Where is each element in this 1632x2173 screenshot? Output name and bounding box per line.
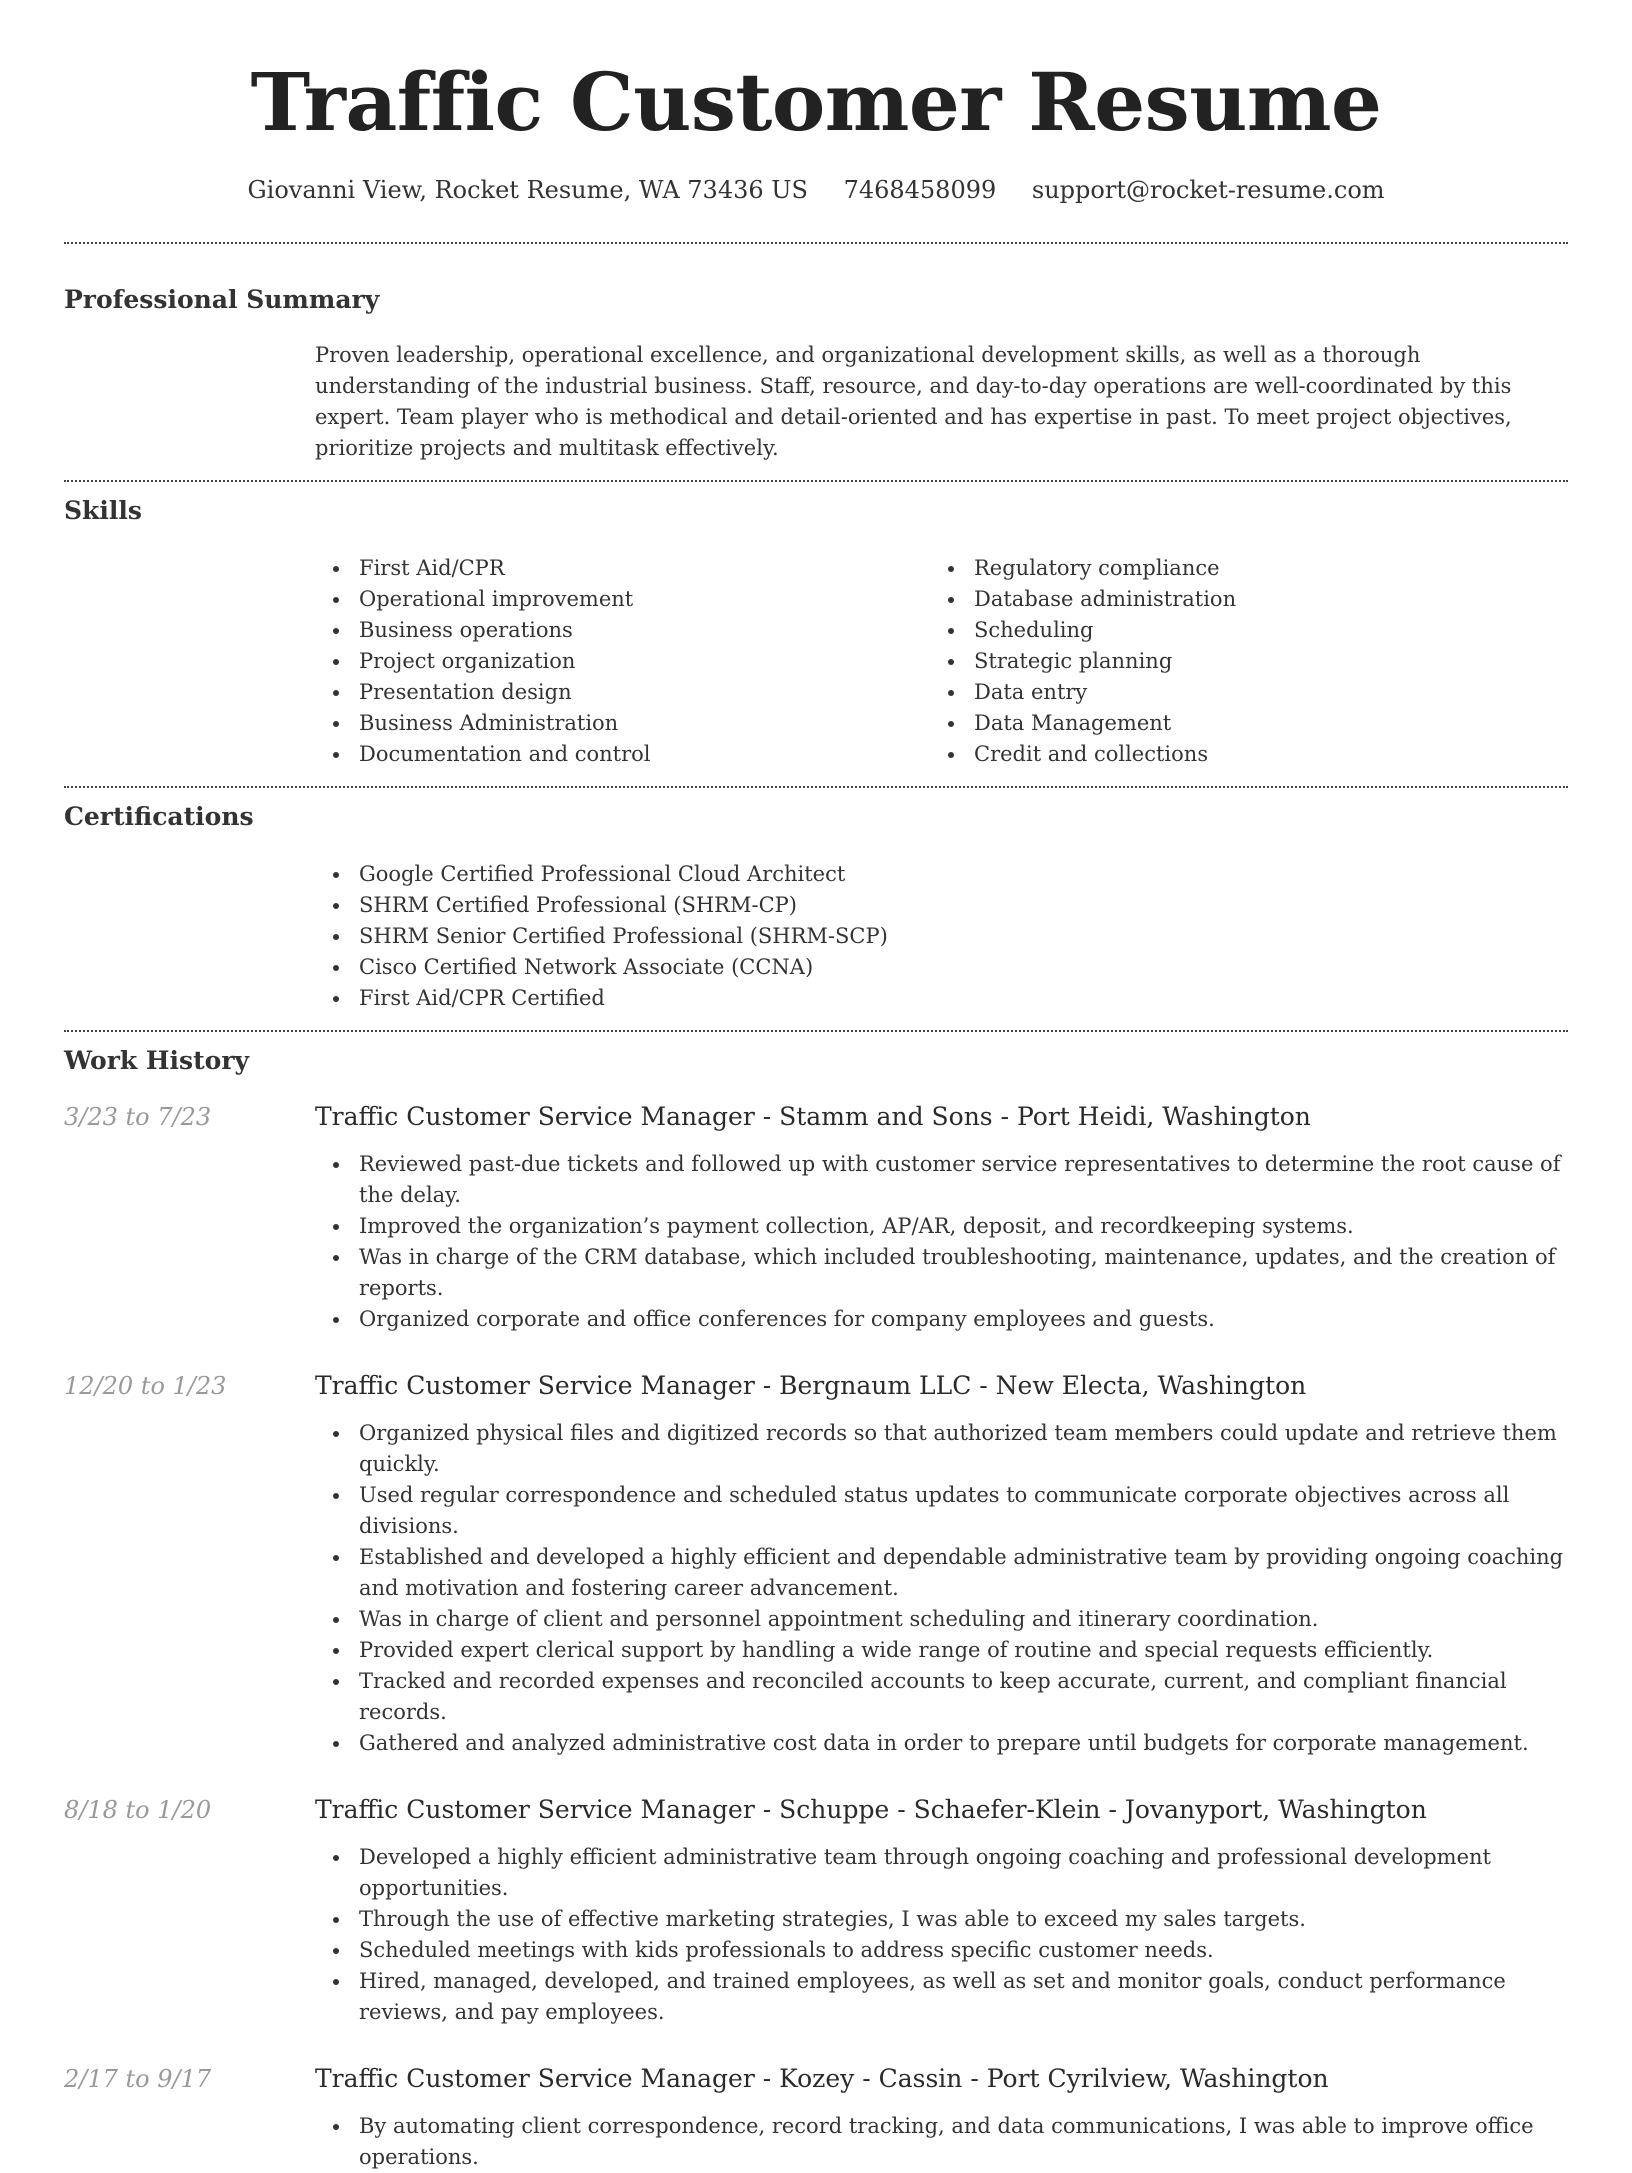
job-entry: [64, 1794, 1568, 2028]
job-bullet: Organized corporate and office conferences for company employees and guests.: [315, 1304, 1568, 1335]
job-bullets: [315, 1842, 1568, 2028]
skills-grid: [315, 553, 1568, 786]
section-divider: [64, 1030, 1568, 1032]
certifications-heading: Certifications: [64, 802, 254, 831]
skill-item: Strategic planning: [930, 646, 1545, 677]
certifications-list: [315, 859, 1568, 1030]
skill-item: Business Administration: [315, 708, 930, 739]
skills-list-left: [315, 553, 930, 770]
summary-text: Proven leadership, operational excellence, and organizational development skills, as well as a thorough understanding of the industrial business. Staff, resource, and day-to-day operations are well-coordinated by this expert. Team player who is methodical and detail-oriented and has expertise in past. To meet project objectives, prioritize projects and multitask effectively.: [315, 343, 1512, 460]
job-bullet: Established and developed a highly efficient and dependable administrative team by providing ongoing coaching and motivation and fostering career advancement.: [315, 1542, 1568, 1604]
job-bullets: [315, 2111, 1568, 2173]
job-bullet: Through the use of effective marketing strategies, I was able to exceed my sales targets.: [315, 1904, 1568, 1935]
job-bullet: Was in charge of the CRM database, which included troubleshooting, maintenance, updates, and the creation of reports.: [315, 1242, 1568, 1304]
job-bullet: Was in charge of client and personnel appointment scheduling and itinerary coordination.: [315, 1604, 1568, 1635]
job-bullet: Developed a highly efficient administrative team through ongoing coaching and professional development opportunities.: [315, 1842, 1568, 1904]
skill-item: Documentation and control: [315, 739, 930, 770]
contact-address: Giovanni View, Rocket Resume, WA 73436 US: [247, 176, 808, 204]
skills-list-right: [930, 553, 1545, 770]
skill-item: Regulatory compliance: [930, 553, 1545, 584]
job-bullets: [315, 1149, 1568, 1335]
contact-email: support@rocket-resume.com: [1031, 176, 1385, 204]
skill-item: Scheduling: [930, 615, 1545, 646]
skill-item: Operational improvement: [315, 584, 930, 615]
skill-item: First Aid/CPR: [315, 553, 930, 584]
job-body: [315, 1794, 1568, 2028]
job-bullet: Scheduled meetings with kids professionals to address specific customer needs.: [315, 1935, 1568, 1966]
work-history-heading: Work History: [64, 1046, 250, 1075]
skill-item: Project organization: [315, 646, 930, 677]
job-body: [315, 1101, 1568, 1335]
certification-item: Cisco Certified Network Associate (CCNA): [315, 952, 1568, 983]
job-bullet: Hired, managed, developed, and trained employees, as well as set and monitor goals, conduct performance reviews, and pay employees.: [315, 1966, 1568, 2028]
certification-item: Google Certified Professional Cloud Architect: [315, 859, 1568, 890]
job-dates: 3/23 to 7/23: [64, 1103, 212, 1131]
job-dates: 12/20 to 1/23: [64, 1372, 227, 1400]
skill-item: Database administration: [930, 584, 1545, 615]
section-divider: [64, 242, 1568, 244]
job-heading: Traffic Customer Service Manager - Bergnaum LLC - New Electa, Washington: [315, 1371, 1307, 1400]
skill-item: Data Management: [930, 708, 1545, 739]
job-heading: Traffic Customer Service Manager - Kozey - Cassin - Port Cyrilview, Washington: [315, 2064, 1329, 2093]
job-entry: [64, 2063, 1568, 2173]
job-heading: Traffic Customer Service Manager - Stamm and Sons - Port Heidi, Washington: [315, 1102, 1311, 1131]
job-dates: 2/17 to 9/17: [64, 2065, 212, 2093]
certification-item: First Aid/CPR Certified: [315, 983, 1568, 1014]
section-divider: [64, 786, 1568, 788]
resume-page: [64, 0, 1568, 2169]
skill-item: Presentation design: [315, 677, 930, 708]
job-body: [315, 1370, 1568, 1759]
job-heading: Traffic Customer Service Manager - Schuppe - Schaefer-Klein - Jovanyport, Washington: [315, 1795, 1427, 1824]
summary-heading: Professional Summary: [64, 285, 380, 314]
certification-item: SHRM Senior Certified Professional (SHRM-SCP): [315, 921, 1568, 952]
job-entry: [64, 1370, 1568, 1759]
job-bullet: Tracked and recorded expenses and reconciled accounts to keep accurate, current, and compliant financial records.: [315, 1666, 1568, 1728]
job-bullet: By automating client correspondence, record tracking, and data communications, I was able to improve office operations.: [315, 2111, 1568, 2173]
job-body: [315, 2063, 1568, 2173]
job-entry: [64, 1101, 1568, 1335]
section-divider: [64, 480, 1568, 482]
job-bullet: Gathered and analyzed administrative cost data in order to prepare until budgets for corporate management.: [315, 1728, 1568, 1759]
job-bullets: [315, 1418, 1568, 1759]
contact-line: [64, 174, 1568, 206]
certification-item: SHRM Certified Professional (SHRM-CP): [315, 890, 1568, 921]
skill-item: Business operations: [315, 615, 930, 646]
resume-title: Traffic Customer Resume: [250, 55, 1382, 149]
job-bullet: Reviewed past-due tickets and followed up with customer service representatives to determine the root cause of the delay.: [315, 1149, 1568, 1211]
contact-phone: 7468458099: [843, 176, 997, 204]
skills-heading: Skills: [64, 496, 142, 525]
job-bullet: Improved the organization’s payment collection, AP/AR, deposit, and recordkeeping systems.: [315, 1211, 1568, 1242]
job-bullet: Provided expert clerical support by handling a wide range of routine and special requests efficiently.: [315, 1635, 1568, 1666]
skill-item: Credit and collections: [930, 739, 1545, 770]
job-bullet: Used regular correspondence and scheduled status updates to communicate corporate objectives across all divisions.: [315, 1480, 1568, 1542]
skill-item: Data entry: [930, 677, 1545, 708]
job-dates: 8/18 to 1/20: [64, 1796, 212, 1824]
job-bullet: Organized physical files and digitized records so that authorized team members could update and retrieve them quickly.: [315, 1418, 1568, 1480]
